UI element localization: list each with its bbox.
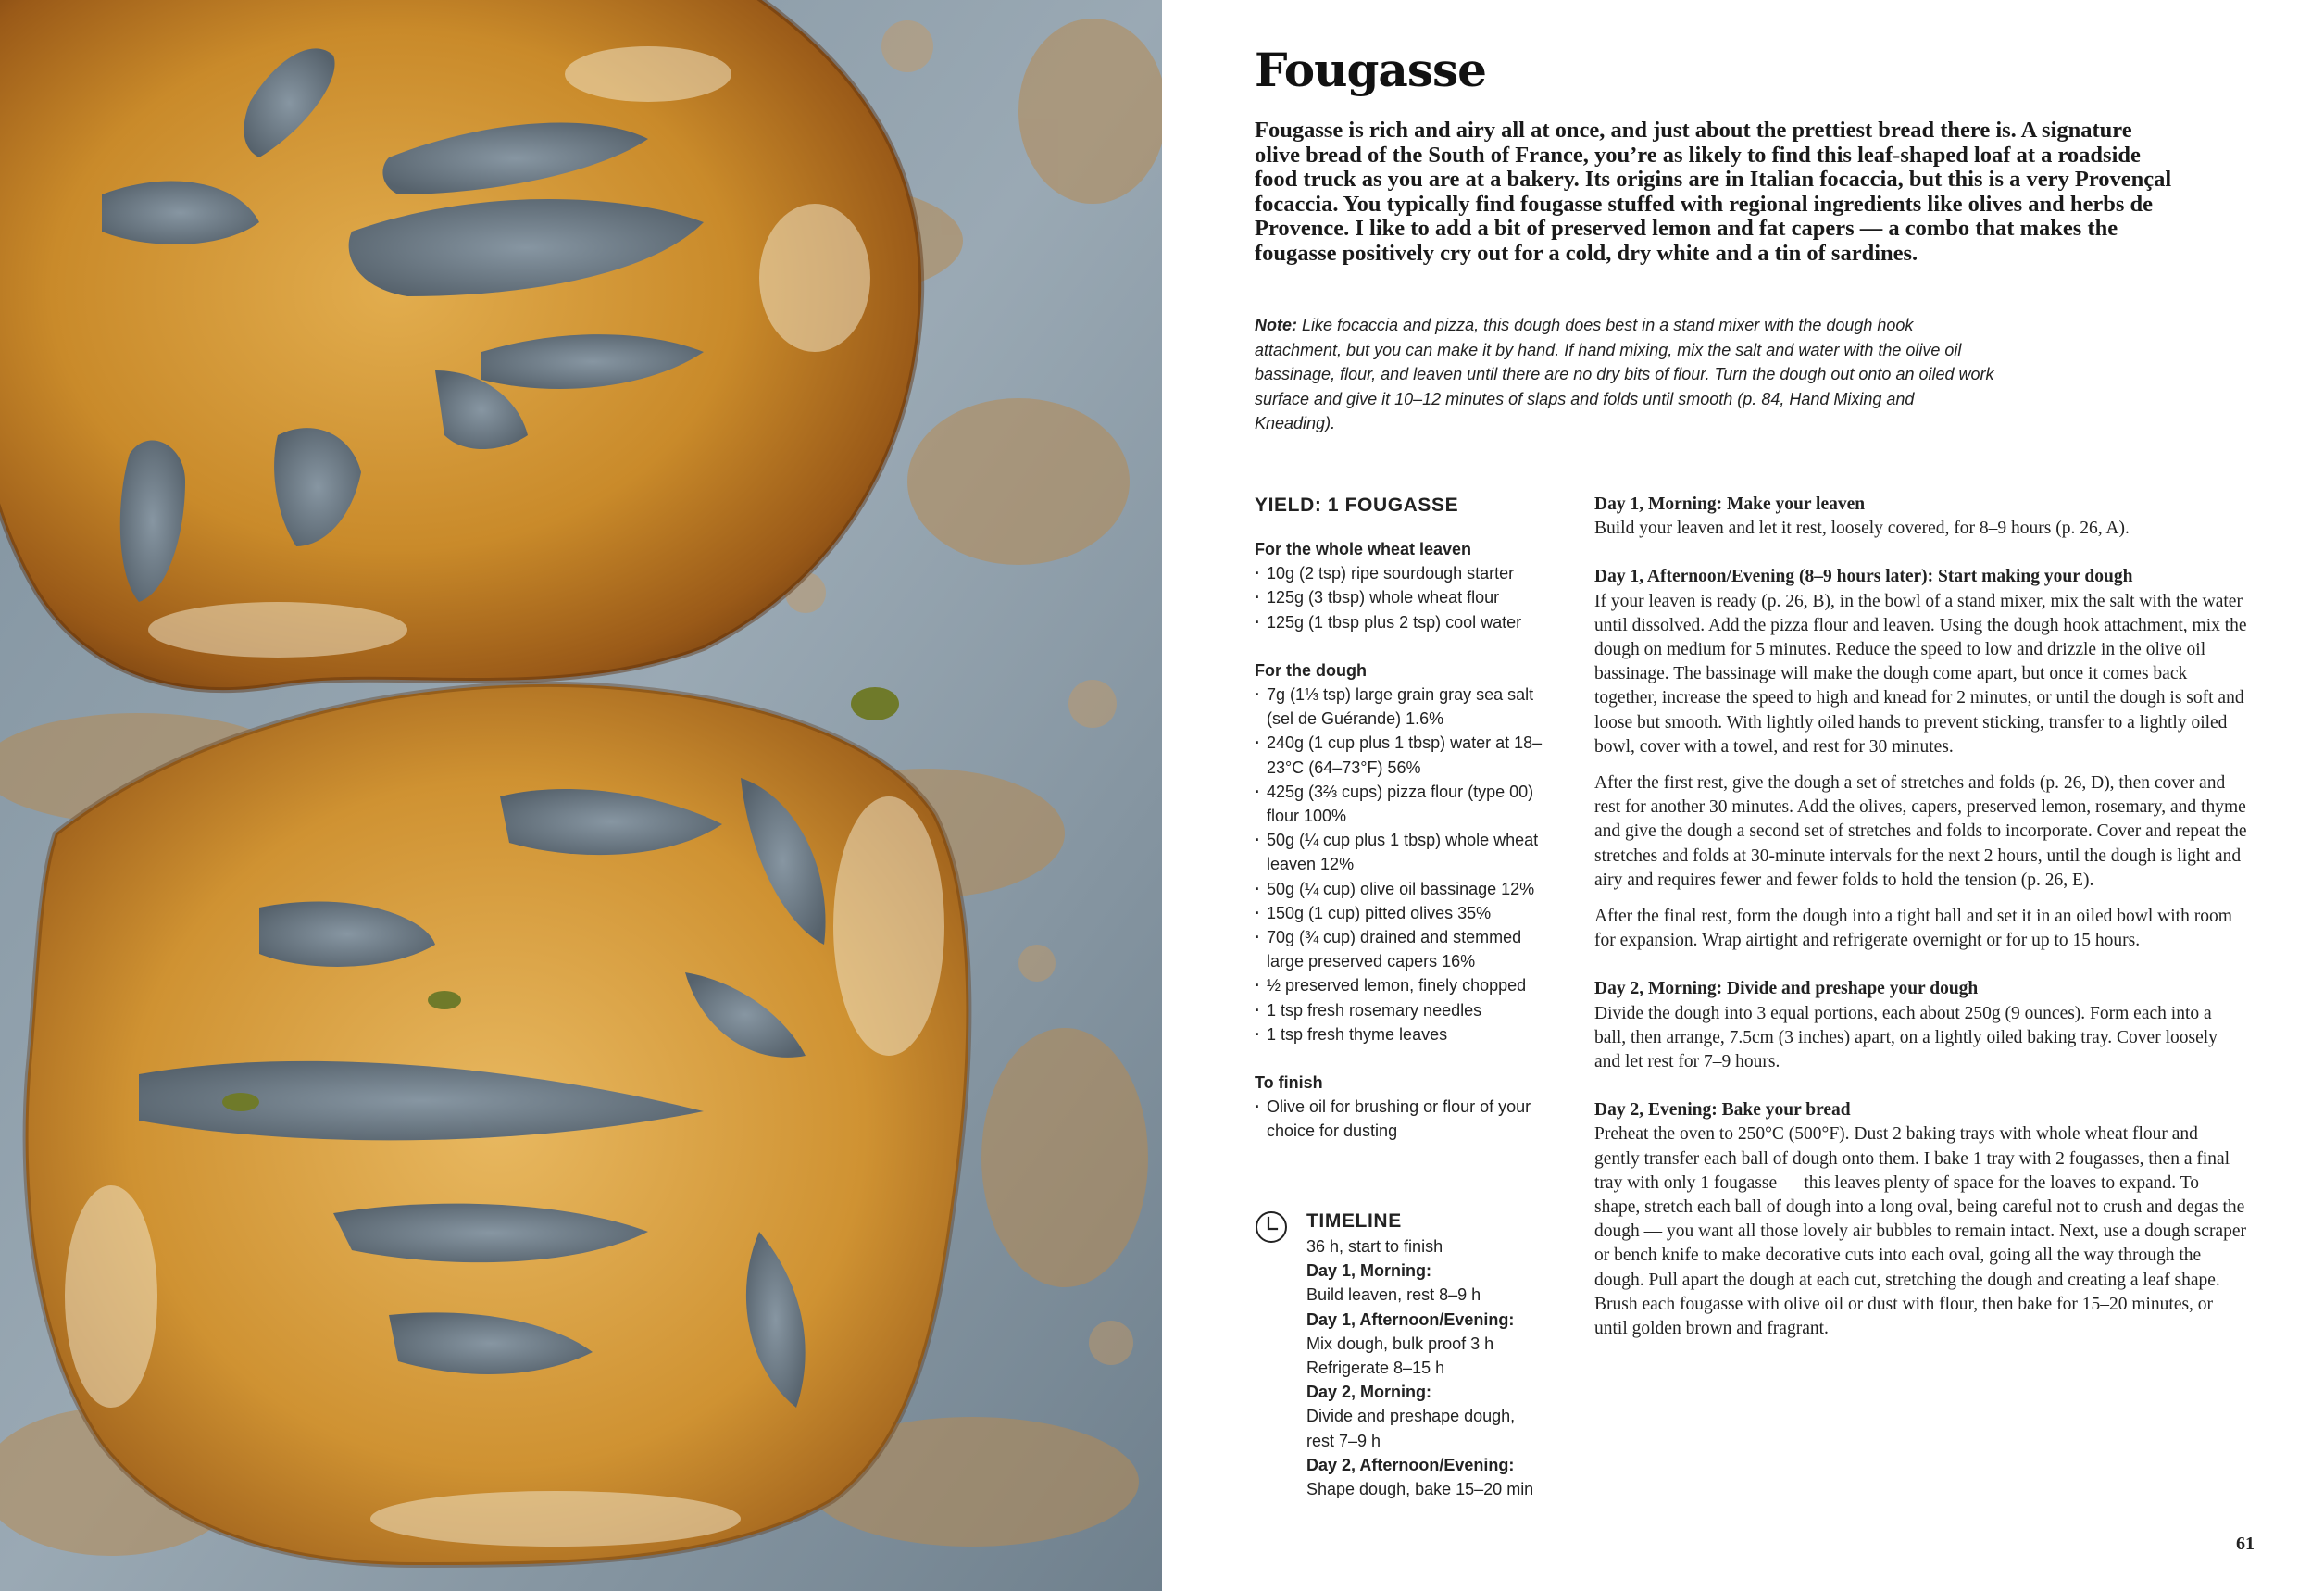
timeline-day1-afternoon-text: Refrigerate 8–15 h xyxy=(1306,1359,1445,1378)
step-heading: Day 2, Evening: Bake your bread xyxy=(1594,1100,1851,1121)
step-paragraph: Build your leaven and let it rest, loosely covered, for 8–9 hours (p. 26, A). xyxy=(1594,519,2130,539)
finish-list xyxy=(1255,1095,1560,1143)
timeline-day2-morning-text: rest 7–9 h xyxy=(1306,1431,1381,1450)
finish-heading: To finish xyxy=(1255,1073,1323,1093)
bottom-loaf xyxy=(26,684,969,1565)
timeline-day2-morning-text: Divide and preshape dough, xyxy=(1306,1407,1516,1426)
ingredients-column xyxy=(1255,493,1560,1168)
leaven-heading: For the whole wheat leaven xyxy=(1255,540,1472,558)
ingredient-item: · 1 tsp fresh rosemary needles xyxy=(1255,998,1560,1022)
step-heading: Day 1, Afternoon/Evening (8–9 hours later): Start making your dough xyxy=(1594,567,2133,587)
timeline-day1-morning-label: Day 1, Morning: xyxy=(1306,1261,1432,1281)
recipe-title: Fougasse xyxy=(1255,43,1486,97)
ingredient-item: · 240g (1 cup plus 1 tbsp) water at 18–23°C (64–73°F) 56% xyxy=(1255,731,1560,779)
timeline-day2-afternoon-text: Shape dough, bake 15–20 min xyxy=(1306,1480,1534,1499)
timeline-body xyxy=(1306,1209,1569,1501)
timeline-day1-morning-text: Build leaven, rest 8–9 h xyxy=(1306,1285,1481,1305)
step-paragraph: Preheat the oven to 250°C (500°F). Dust 2 baking trays with whole wheat flour and gently transfer each ball of dough onto them. I bake 1 tray with 2 fougasses, then a final tray with only 1 fougasse — this leaves plenty of space for the loaves to expand. To shape, stretch each ball of dough into a long oval, being careful not to crush and degas the dough — you want all those lovely air bubbles to remain intact. Next, use a dough scraper or bench knife to make decorative cuts into each oval, going all the way through the dough. Pull apart the dough at each cut, stretching the dough and creating a leaf shape. Brush each fougasse with olive oil or dust with flour, then bake for 15–20 minutes, or until golden brown and fragrant. xyxy=(1594,1124,2246,1339)
step-paragraph: After the first rest, give the dough a set of stretches and folds (p. 26, D), then cover and rest for another 30 minutes. Add the olives, capers, preserved lemon, rosemary, and thyme and give the dough a second set of stretches and folds to incorporate. Cover and repeat the stretches and folds at 30-minute intervals for the next 2 hours, until the dough is light and airy and requires fewer and fewer folds to hold the tension (p. 26, E). xyxy=(1594,773,2247,890)
ingredient-item: · 150g (1 cup) pitted olives 35% xyxy=(1255,901,1560,925)
clock-icon xyxy=(1255,1210,1288,1244)
timeline-day2-afternoon-label: Day 2, Afternoon/Evening: xyxy=(1306,1455,1515,1474)
recipe-intro: Fougasse is rich and airy all at once, and just about the prettiest bread there is. A signature olive bread of the South of France, you’re as likely to find this leaf-shaped loaf at a roadside food truck as you are at a bakery. Its origins are in Italian focaccia, but this is a very Provençal focaccia. You typically find fougasse stuffed with regional ingredients like olives and herbs de Provence. I like to add a bit of preserved lemon and fat capers — a combo that makes the fougasse positively cry out for a cold, dry white and a tin of sardines. xyxy=(1255,118,2172,266)
ingredient-item: · 70g (¾ cup) drained and stemmed large preserved capers 16% xyxy=(1255,925,1560,973)
ingredient-item: · 125g (3 tbsp) whole wheat flour xyxy=(1255,585,1560,609)
top-loaf xyxy=(0,0,921,690)
note-text: Like focaccia and pizza, this dough does best in a stand mixer with the dough hook attachment, but you can make it by hand. If hand mixing, mix the salt and water with the olive oil bassinage, flour, and leaven until there are no dry bits of flour. Turn the dough out onto an oiled work surface and give it 10–12 minutes of slaps and folds until smooth (p. 84, Hand Mixing and Kneading). xyxy=(1255,316,1994,432)
ingredient-item: · Olive oil for brushing or flour of your choice for dusting xyxy=(1255,1095,1560,1143)
ingredient-item: · 125g (1 tbsp plus 2 tsp) cool water xyxy=(1255,610,1560,634)
timeline-heading: TIMELINE xyxy=(1306,1210,1402,1232)
step-heading: Day 2, Morning: Divide and preshape your dough xyxy=(1594,979,1979,999)
dough-heading: For the dough xyxy=(1255,660,1367,680)
ingredient-item: · 50g (¼ cup plus 1 tbsp) whole wheat leaven 12% xyxy=(1255,828,1560,876)
ingredient-item: · ½ preserved lemon, finely chopped xyxy=(1255,973,1560,997)
step-paragraph: Divide the dough into 3 equal portions, each about 250g (9 ounces). Form each into a ball, then arrange, 7.5cm (3 inches) apart, on a lightly oiled baking tray. Cover loosely and let rest for 7–9 hours. xyxy=(1594,1003,2218,1072)
timeline xyxy=(1255,1209,1569,1501)
ingredient-item: · 10g (2 tsp) ripe sourdough starter xyxy=(1255,561,1560,585)
dough-list xyxy=(1255,683,1560,1046)
recipe-note xyxy=(1255,313,1995,436)
page-number: 61 xyxy=(2236,1534,2255,1554)
ingredient-item: · 1 tsp fresh thyme leaves xyxy=(1255,1022,1560,1046)
ingredient-item: · 50g (¼ cup) olive oil bassinage 12% xyxy=(1255,877,1560,901)
ingredient-item: · 425g (3⅔ cups) pizza flour (type 00) flour 100% xyxy=(1255,780,1560,828)
recipe-yield: YIELD: 1 FOUGASSE xyxy=(1255,495,1459,516)
leaven-list xyxy=(1255,561,1560,634)
ingredient-item: · 7g (1⅓ tsp) large grain gray sea salt (sel de Guérande) 1.6% xyxy=(1255,683,1560,731)
note-label: Note: xyxy=(1255,316,1297,334)
timeline-total: 36 h, start to finish xyxy=(1306,1237,1443,1256)
timeline-day1-afternoon-label: Day 1, Afternoon/Evening: xyxy=(1306,1309,1515,1329)
step-paragraph: If your leaven is ready (p. 26, B), in the bowl of a stand mixer, mix the salt with the water until dissolved. Add the pizza flour and leaven. Using the dough hook attachment, mix the dough on medium for 5 minutes. Reduce the speed to low and drizzle in the olive oil bassinage. The bassinage will make the dough come apart, but once it comes back together, increase the speed to high and knead for 2 minutes, or until the dough is soft and loose but smooth. With lightly oiled hands to prevent sticking, transfer to a lightly oiled bowl, cover with a towel, and rest for 30 minutes. xyxy=(1594,591,2247,757)
timeline-day1-afternoon-text: Mix dough, bulk proof 3 h xyxy=(1306,1334,1494,1353)
step-paragraph: After the final rest, form the dough into a tight ball and set it in an oiled bowl with room for expansion. Wrap airtight and refrigerate overnight or for up to 15 hours. xyxy=(1594,907,2232,951)
method-column xyxy=(1594,493,2247,1353)
step-heading: Day 1, Morning: Make your leaven xyxy=(1594,495,1866,514)
recipe-page xyxy=(1162,0,2324,1591)
timeline-day2-morning-label: Day 2, Morning: xyxy=(1306,1383,1432,1402)
